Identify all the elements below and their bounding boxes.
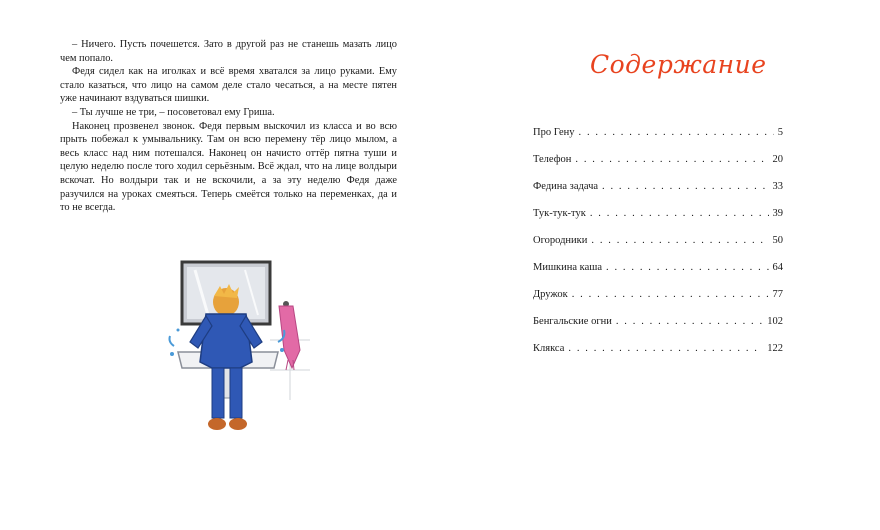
table-of-contents bbox=[533, 127, 783, 370]
story-text bbox=[60, 38, 397, 215]
toc-entry[interactable] bbox=[533, 289, 783, 316]
toc-leader-dots bbox=[579, 127, 774, 138]
toc-entry-page: 77 bbox=[772, 289, 783, 300]
boy-legs bbox=[212, 368, 224, 418]
toc-entry-page: 39 bbox=[772, 208, 783, 219]
toc-entry[interactable] bbox=[533, 181, 783, 208]
toc-entry[interactable] bbox=[533, 208, 783, 235]
boy-shoes bbox=[208, 418, 226, 430]
toc-title: Содержание bbox=[590, 50, 767, 79]
toc-entry-page: 102 bbox=[767, 316, 783, 327]
toc-leader-dots bbox=[590, 208, 769, 219]
toc-leader-dots bbox=[568, 343, 763, 354]
toc-leader-dots bbox=[602, 181, 768, 192]
toc-leader-dots bbox=[616, 316, 763, 327]
toc-entry-page: 5 bbox=[777, 127, 783, 138]
toc-entry[interactable] bbox=[533, 154, 783, 181]
toc-entry-title: Клякса bbox=[533, 343, 565, 354]
toc-entry-title: Огородники bbox=[533, 235, 588, 246]
toc-entry-title: Дружок bbox=[533, 289, 568, 300]
toc-entry-title: Про Гену bbox=[533, 127, 575, 138]
toc-entry-page: 50 bbox=[772, 235, 783, 246]
toc-entry-title: Телефон bbox=[533, 154, 572, 165]
toc-entry[interactable] bbox=[533, 127, 783, 154]
toc-leader-dots bbox=[572, 289, 769, 300]
boy-at-washbasin-illustration bbox=[160, 250, 320, 450]
toc-entry-page: 33 bbox=[772, 181, 783, 192]
toc-entry[interactable] bbox=[533, 235, 783, 262]
toc-entry[interactable] bbox=[533, 262, 783, 289]
toc-entry-title: Тук-тук-тук bbox=[533, 208, 586, 219]
toc-leader-dots bbox=[591, 235, 768, 246]
toc-entry-page: 64 bbox=[772, 262, 783, 273]
story-paragraph: Наконец прозвенел звонок. Федя первым выскочил из класса и во всю прыть побежал к умывальнику. Там он всю перемену тёр лицо мылом, а весь класс над ним потешался. Наконец он начисто оттёр пятна туши и целую неделю после того ходил серьёзным. Всё ждал, что на лице волдыри вскочат. Но волдыри так и не вскочили, а за эту неделю Федя даже разучился на уроках смеяться. Теперь смеётся только на переменках, да и то не всегда. bbox=[60, 120, 397, 214]
toc-leader-dots bbox=[606, 262, 768, 273]
toc-entry-title: Мишкина каша bbox=[533, 262, 603, 273]
toc-entry[interactable] bbox=[533, 316, 783, 343]
toc-entry[interactable] bbox=[533, 343, 783, 370]
pink-towel bbox=[279, 306, 300, 368]
toc-entry-page: 20 bbox=[772, 154, 783, 165]
toc-entry-page: 122 bbox=[767, 343, 783, 354]
toc-leader-dots bbox=[575, 154, 768, 165]
toc-entry-title: Федина задача bbox=[533, 181, 599, 192]
story-paragraph: – Ты лучше не три, – посоветовал ему Гриша. bbox=[72, 106, 275, 118]
toc-entry-title: Бенгальские огни bbox=[533, 316, 612, 327]
story-paragraph: – Ничего. Пусть почешется. Зато в другой раз не станешь мазать лицо чем попало. bbox=[60, 39, 397, 64]
story-paragraph: Федя сидел как на иголках и всё время хватался за лицо руками. Ему стало казаться, что лицо на самом деле стало чесаться, а на месте пятен уже начинают вздуваться шишки. bbox=[60, 66, 397, 105]
